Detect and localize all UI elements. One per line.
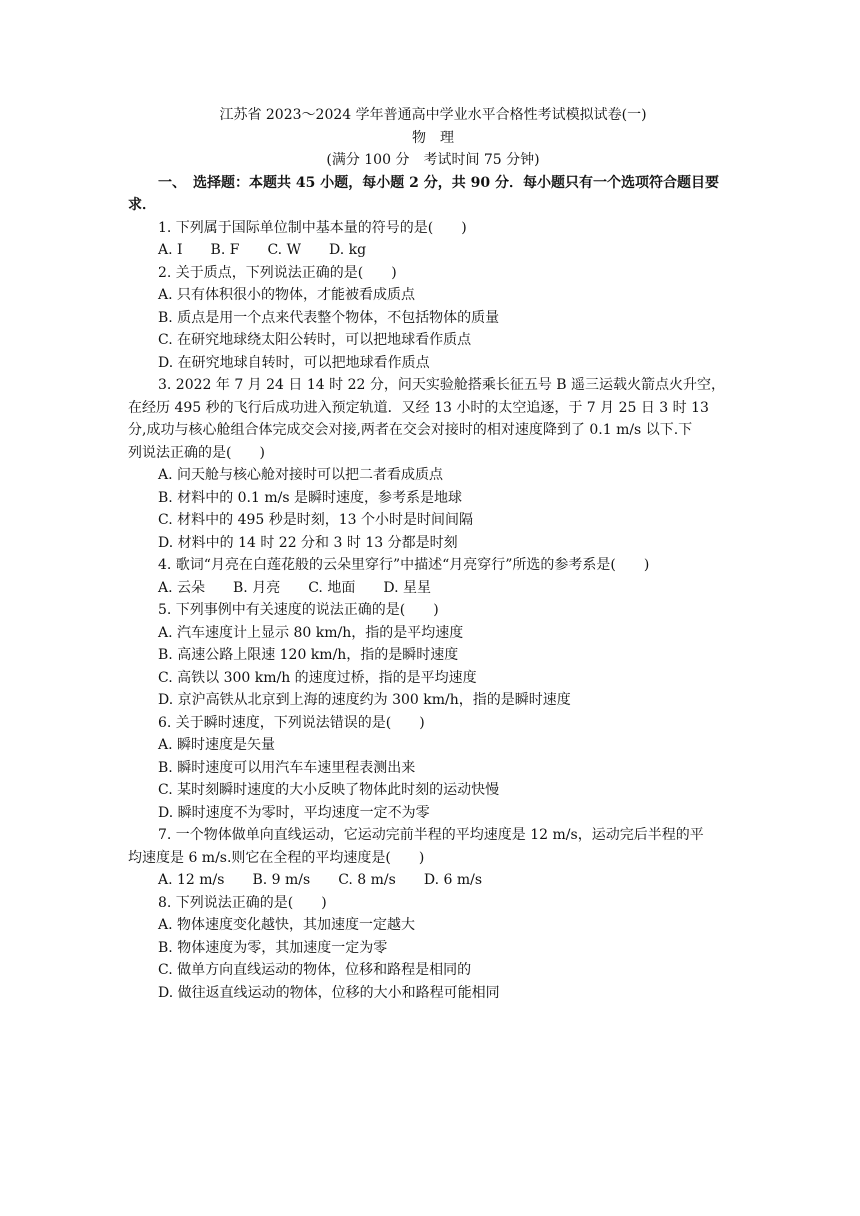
- option-b: B. 高速公路上限速 120 km/h，指的是瞬时速度: [158, 647, 459, 663]
- question-5-stem: 5. 下列事例中有关速度的说法正确的是( ): [158, 602, 439, 618]
- question-7-stem: 7. 一个物体做单向直线运动，它运动完前半程的平均速度是 12 m/s，运动完后半程的平: [158, 827, 704, 843]
- option-d: D. 6 m/s: [423, 872, 483, 888]
- option-d: D. 材料中的 14 时 22 分和 3 时 13 分都是时刻: [158, 534, 458, 551]
- option-c: C. 地面: [308, 579, 356, 596]
- exam-info: (满分 100 分 考试时间 75 分钟): [326, 152, 540, 168]
- option-a: A. I: [158, 242, 183, 258]
- option-d: D. 做往返直线运动的物体，位移的大小和路程可能相同: [158, 984, 500, 1001]
- question-4-stem: 4. 歌词“月亮在白莲花般的云朵里穿行”中描述“月亮穿行”所选的参考系是( ): [158, 557, 650, 573]
- question-3-stem-cont: 列说法正确的是( ): [128, 444, 265, 461]
- section-heading: 一、 选择题：本题共 45 小题，每小题 2 分，共 90 分．每小题只有一个选项符合题目要: [158, 174, 719, 191]
- question-3-stem: 3. 2022 年 7 月 24 日 14 时 22 分，问天实验舱搭乘长征五号 B 遥三运载火箭点火升空，: [158, 377, 726, 393]
- question-7-stem-cont: 均速度是 6 m/s.则它在全程的平均速度是( ): [128, 849, 425, 866]
- subject-title: 物 理: [412, 129, 454, 146]
- question-2-stem: 2. 关于质点，下列说法正确的是( ): [158, 264, 397, 281]
- option-b: B. 月亮: [233, 579, 281, 596]
- question-7-options: [128, 869, 738, 892]
- question-8-stem: 8. 下列说法正确的是( ): [158, 894, 327, 911]
- question-3-stem-cont: 分,成功与核心舱组合体完成交会对接,两者在交会对接时的相对速度降到了 0.1 m/s 以下.下: [128, 422, 693, 438]
- option-c: C. 某时刻瞬时速度的大小反映了物体此时刻的运动快慢: [158, 782, 500, 798]
- option-c: C. 在研究地球绕太阳公转时，可以把地球看作质点: [158, 332, 472, 348]
- option-a: A. 瞬时速度是矢量: [158, 737, 276, 753]
- option-a: A. 问天舱与核心舱对接时可以把二者看成质点: [158, 467, 444, 483]
- option-b: B. F: [210, 242, 240, 258]
- exam-title: 江苏省 2023～2024 学年普通高中学业水平合格性考试模拟试卷(一): [219, 107, 647, 123]
- option-a: A. 云朵: [158, 579, 206, 596]
- option-a: A. 12 m/s: [158, 872, 225, 888]
- option-d: D. 京沪高铁从北京到上海的速度约为 300 km/h，指的是瞬时速度: [158, 692, 571, 708]
- option-b: B. 物体速度为零，其加速度一定为零: [158, 939, 388, 956]
- option-b: B. 瞬时速度可以用汽车车速里程表测出来: [158, 759, 416, 776]
- option-c: C. 做单方向直线运动的物体，位移和路程是相同的: [158, 962, 472, 978]
- option-a: A. 物体速度变化越快，其加速度一定越大: [158, 917, 416, 933]
- exam-page: [128, 104, 738, 1004]
- option-b: B. 9 m/s: [252, 872, 311, 888]
- option-b: B. 材料中的 0.1 m/s 是瞬时速度，参考系是地球: [158, 489, 462, 506]
- option-c: C. 8 m/s: [338, 872, 396, 888]
- question-6-stem: 6. 关于瞬时速度，下列说法错误的是( ): [158, 714, 425, 731]
- option-d: D. kg: [328, 242, 367, 258]
- option-d: D. 星星: [383, 579, 431, 596]
- option-c: C. 材料中的 495 秒是时刻，13 个小时是时间间隔: [158, 512, 473, 528]
- option-a: A. 汽车速度计上显示 80 km/h，指的是平均速度: [158, 624, 464, 641]
- question-4-options: [128, 577, 738, 600]
- option-c: C. 高铁以 300 km/h 的速度过桥，指的是平均速度: [158, 669, 477, 686]
- question-3-stem-cont: 在经历 495 秒的飞行后成功进入预定轨道．又经 13 小时的太空追逐，于 7 月 25 日 3 时 13: [128, 399, 709, 416]
- option-d: D. 在研究地球自转时，可以把地球看作质点: [158, 354, 430, 371]
- question-1-options: [128, 239, 738, 262]
- option-a: A. 只有体积很小的物体，才能被看成质点: [158, 287, 416, 303]
- option-d: D. 瞬时速度不为零时，平均速度一定不为零: [158, 804, 430, 821]
- option-c: C. W: [267, 242, 301, 258]
- section-heading-cont: 求．: [128, 197, 156, 213]
- option-b: B. 质点是用一个点来代表整个物体，不包括物体的质量: [158, 309, 500, 326]
- question-1-stem: 1. 下列属于国际单位制中基本量的符号的是( ): [158, 219, 467, 236]
